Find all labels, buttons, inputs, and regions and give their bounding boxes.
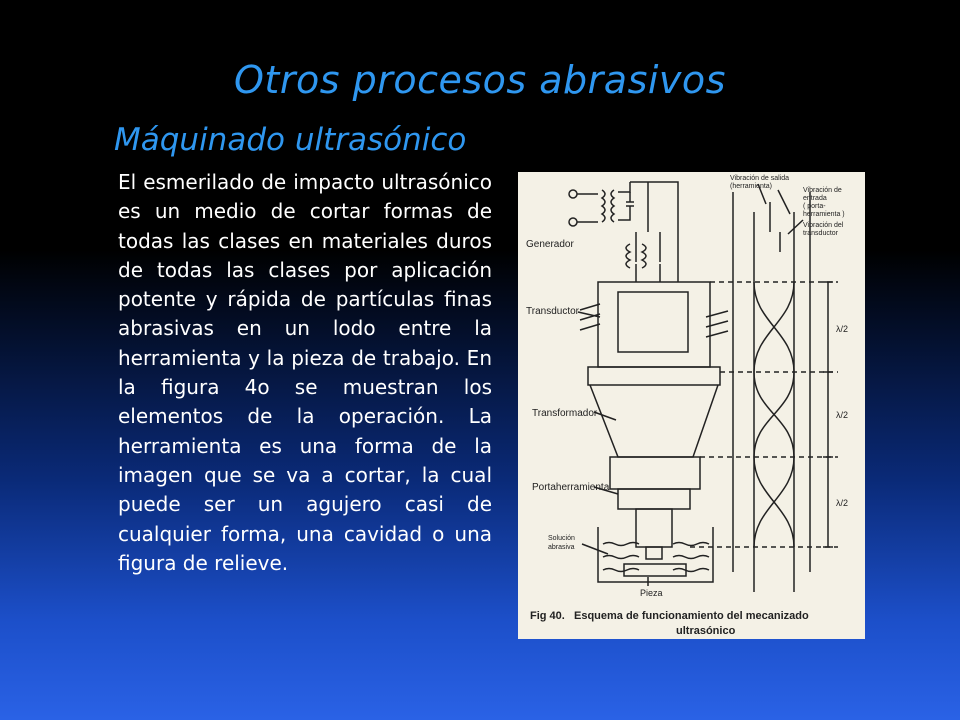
label-solucion: Solución (548, 535, 575, 542)
terminal-icon (569, 218, 577, 226)
figure-caption-line-1: Esquema de funcionamiento del mecanizado (574, 610, 809, 622)
figure-caption-line-2: ultrasónico (676, 625, 736, 637)
label-vib-transductor-2: transductor (803, 230, 839, 237)
label-pieza: Pieza (640, 588, 663, 598)
lambda-half-label: λ/2 (836, 498, 849, 508)
label-generador: Generador (526, 239, 574, 250)
label-vib-entrada-1: Vibración de (803, 187, 842, 194)
lambda-half-label: λ/2 (836, 410, 849, 420)
terminal-icon (569, 190, 577, 198)
label-transductor: Transductor (526, 306, 579, 317)
label-vib-transductor-1: Vibración del (803, 222, 844, 229)
label-transformador: Transformador (532, 408, 598, 419)
label-abrasiva: abrasiva (548, 544, 575, 551)
label-vib-entrada-2: entrada (803, 195, 827, 202)
label-portaherramienta: Portaherramienta (532, 482, 610, 493)
ultrasonic-machining-figure (518, 172, 865, 639)
slide-subtitle: Máquinado ultrasónico (114, 122, 467, 158)
label-vib-entrada-4: herramienta ) (803, 211, 845, 218)
lambda-half-label: λ/2 (836, 324, 849, 334)
label-vib-salida-2: (herramienta) (730, 183, 773, 190)
slide-title: Otros procesos abrasivos (234, 58, 726, 102)
body-paragraph: El esmerilado de impacto ultrasónico es un medio de cortar formas de todas las clases en materiales duros de todas las clases por aplicación potente y rápida de partículas finas abrasivas en un lodo entre la herramienta y la pieza de trabajo. En la figura 4o se muestran los elementos de la operación. La herramienta es una forma de la imagen que se va a cortar, la cual puede ser un agujero casi de cualquier forma, una cavidad o una figura de relieve. (118, 170, 492, 575)
figure-caption-number: Fig 40. (530, 610, 565, 622)
label-vib-entrada-3: ( porta- (803, 203, 826, 210)
label-vib-salida-1: Vibración de salida (730, 175, 790, 182)
figure-diagram (518, 172, 865, 639)
